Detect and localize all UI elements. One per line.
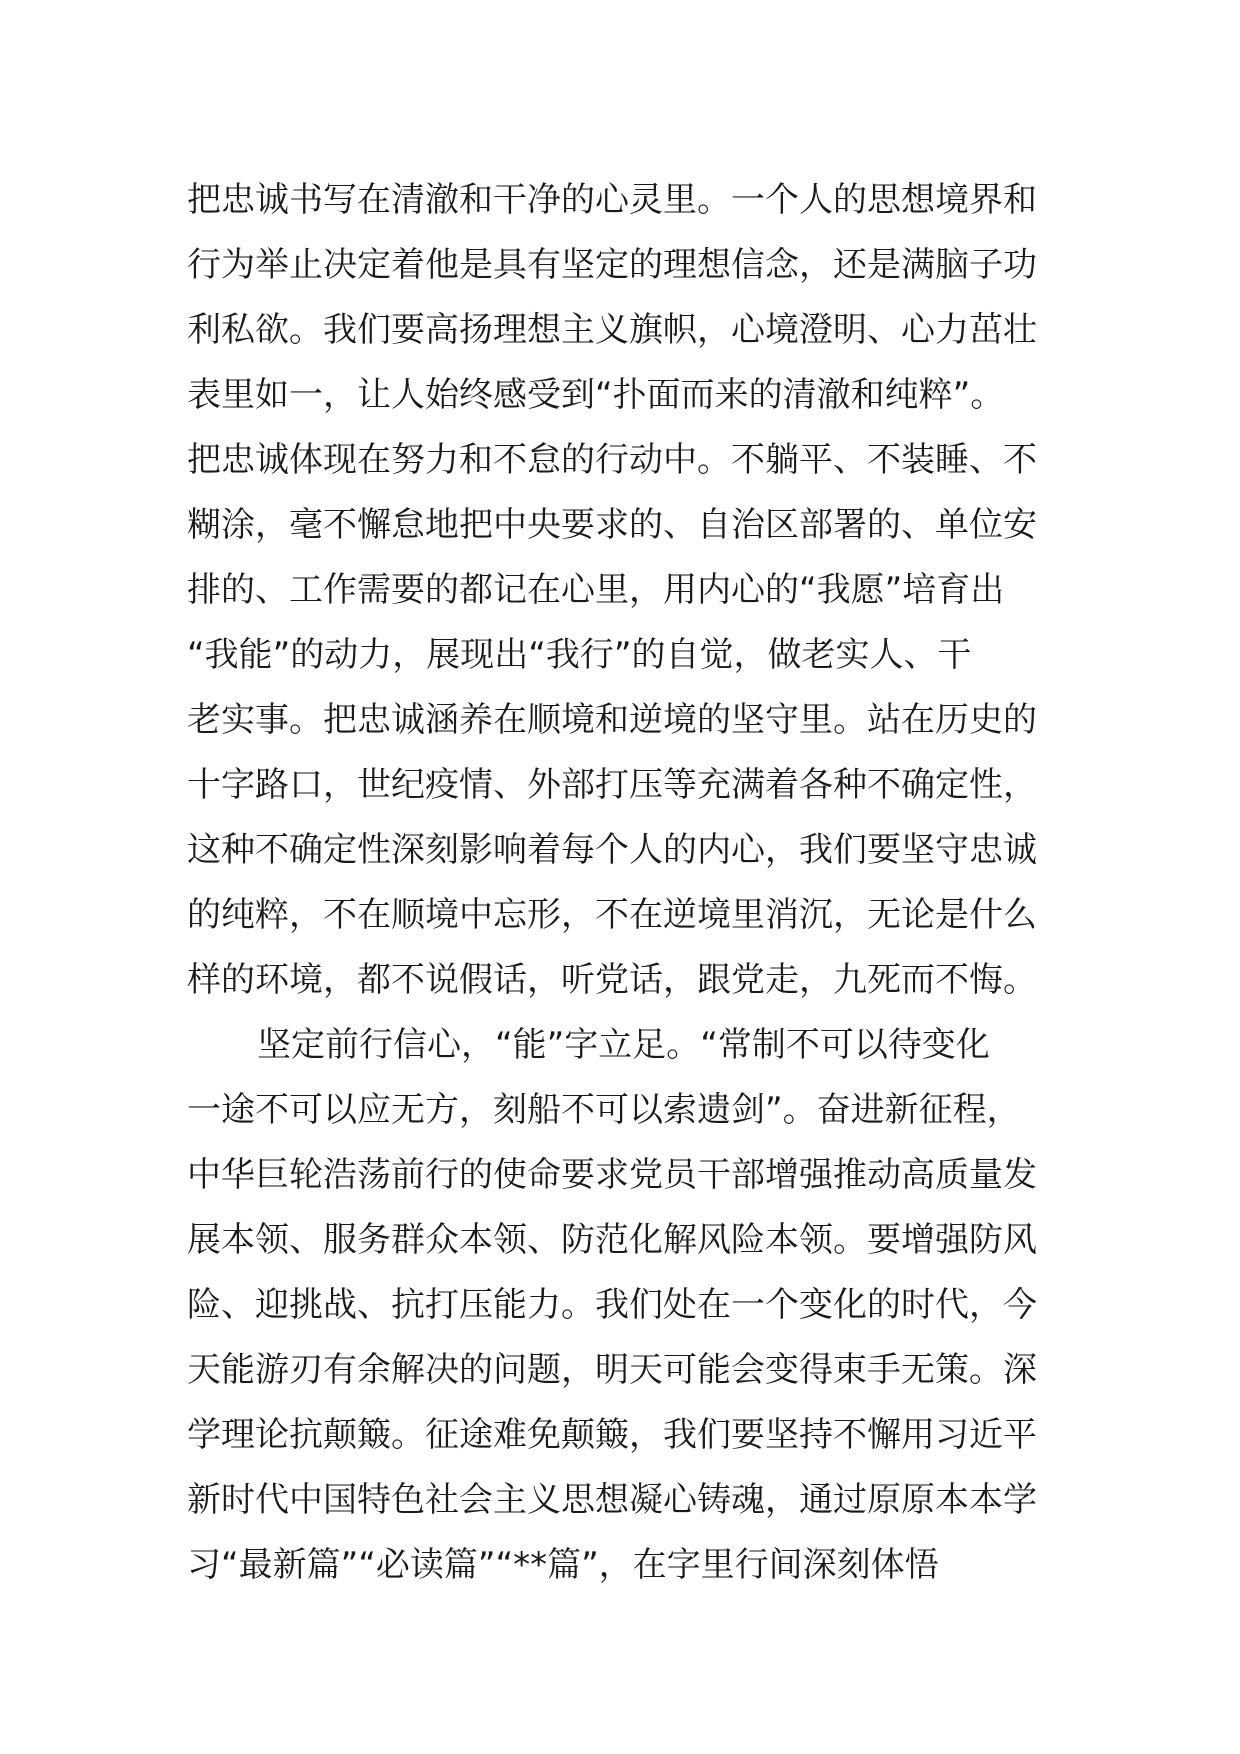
text-line: 老实事。把忠诚涵养在顺境和逆境的坚守里。站在历史的: [187, 700, 1037, 740]
text-line: 天能游刃有余解决的问题，明天可能会变得束手无策。深: [187, 1350, 1037, 1390]
text-line: 一途不可以应无方，刻船不可以索遗剑”。奋进新征程，: [187, 1090, 1021, 1130]
paragraph-start-line: 坚定前行信心，“能”字立足。“常制不可以待变化: [257, 1025, 990, 1065]
text-line: 糊涂，毫不懈怠地把中央要求的、自治区部署的、单位安: [187, 505, 1037, 545]
text-line: 行为举止决定着他是具有坚定的理想信念，还是满脑子功: [187, 245, 1037, 285]
text-line: 展本领、服务群众本领、防范化解风险本领。要增强防风: [187, 1220, 1037, 1260]
text-line: 新时代中国特色社会主义思想凝心铸魂，通过原原本本学: [187, 1480, 1037, 1520]
text-line: 险、迎挑战、抗打压能力。我们处在一个变化的时代，今: [187, 1285, 1037, 1325]
text-line: 中华巨轮浩荡前行的使命要求党员干部增强推动高质量发: [187, 1155, 1037, 1195]
text-line: 十字路口，世纪疫情、外部打压等充满着各种不确定性，: [187, 765, 1037, 805]
text-line: 排的、工作需要的都记在心里，用内心的“我愿”培育出: [187, 570, 1005, 610]
text-line: 的纯粹，不在顺境中忘形，不在逆境里消沉，无论是什么: [187, 895, 1037, 935]
text-line: 把忠诚体现在努力和不怠的行动中。不躺平、不装睡、不: [187, 440, 1037, 480]
text-line: 表里如一，让人始终感受到“扑面而来的清澈和纯粹”。: [187, 375, 1005, 415]
body-text: [187, 168, 1057, 1598]
text-line: 利私欲。我们要高扬理想主义旗帜，心境澄明、心力茁壮: [187, 310, 1037, 350]
text-line: “我能”的动力，展现出“我行”的自觉，做老实人、干: [187, 635, 972, 675]
text-line: 这种不确定性深刻影响着每个人的内心，我们要坚守忠诚: [187, 830, 1037, 870]
text-line: 样的环境，都不说假话，听党话，跟党走，九死而不悔。: [187, 960, 1037, 1000]
text-line: 学理论抗颠簸。征途难免颠簸，我们要坚持不懈用习近平: [187, 1415, 1037, 1455]
text-line: 把忠诚书写在清澈和干净的心灵里。一个人的思想境界和: [187, 180, 1037, 220]
text-line: 习“最新篇”“必读篇”“**篇”，在字里行间深刻体悟: [187, 1545, 939, 1585]
